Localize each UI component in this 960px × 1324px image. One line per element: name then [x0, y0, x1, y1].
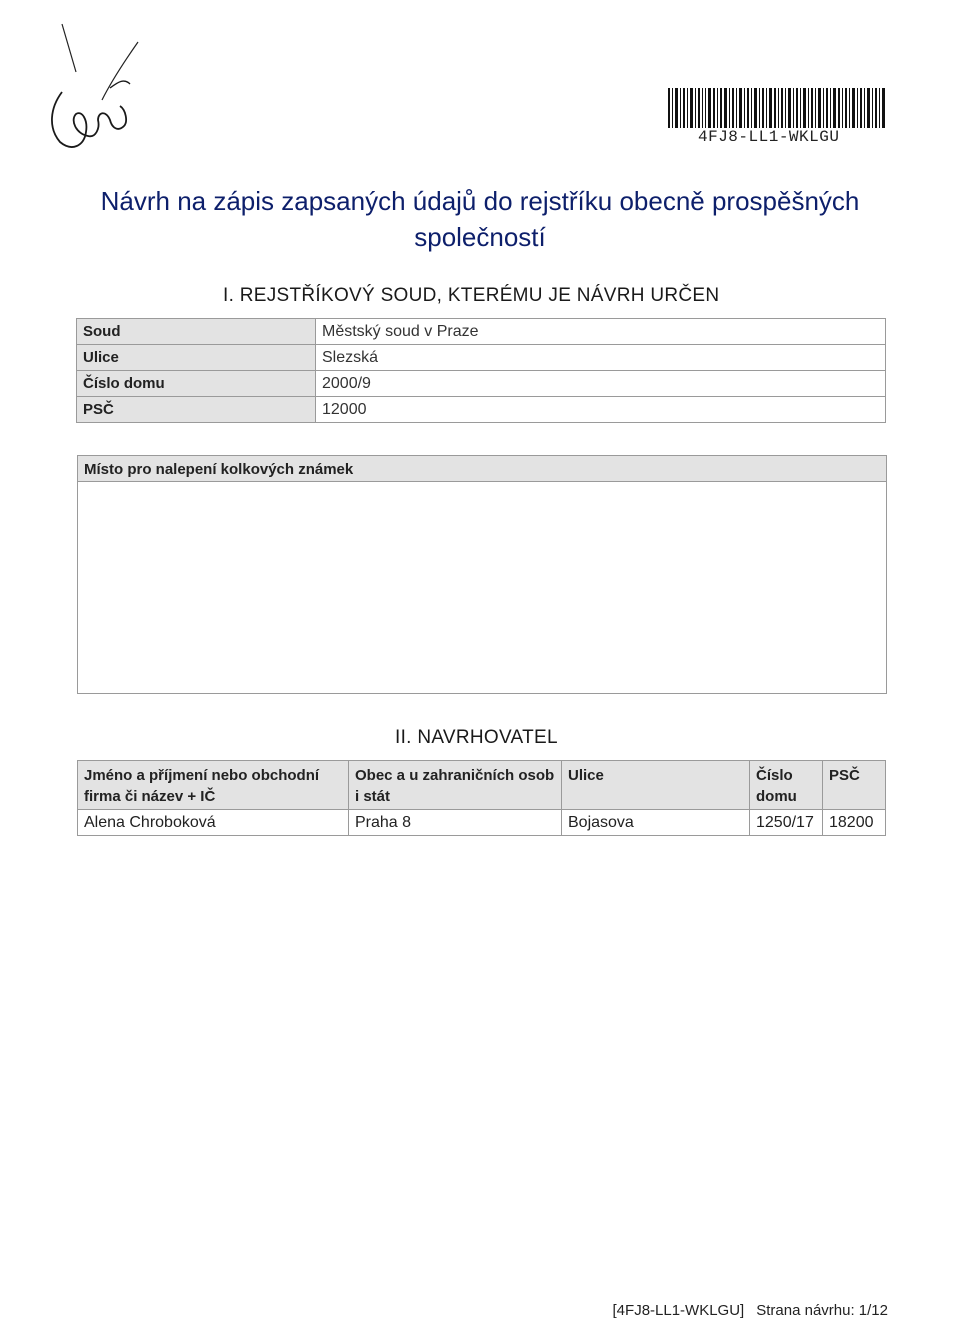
table-row: [77, 319, 886, 345]
table-row: [77, 345, 886, 371]
footer-reference: [4FJ8-LL1-WKLGU]: [612, 1302, 745, 1319]
postal-code-label: PSČ: [77, 397, 316, 423]
barcode-bars: [668, 88, 886, 128]
stamp-area: [77, 455, 887, 694]
applicant-name: Alena Chroboková: [78, 810, 349, 836]
column-header-name: Jméno a příjmení nebo obchodní firma či název + IČ: [78, 761, 349, 810]
page-footer: [613, 1302, 888, 1319]
postal-code-value: 12000: [316, 397, 886, 423]
table-row: [78, 810, 886, 836]
court-label: Soud: [77, 319, 316, 345]
column-header-street: Ulice: [562, 761, 750, 810]
barcode-number: 4FJ8-LL1-WKLGU: [698, 128, 840, 146]
barcode: [668, 88, 888, 146]
house-number-value: 2000/9: [316, 371, 886, 397]
table-row: [77, 397, 886, 423]
document-title: Návrh na zápis zapsaných údajů do rejstříku obecně prospěšných společností: [100, 186, 860, 252]
court-table: [76, 318, 886, 423]
applicant-house-number: 1250/17: [750, 810, 823, 836]
section-applicant-heading: II. NAVRHOVATEL: [395, 727, 558, 748]
applicant-table: [77, 760, 886, 836]
footer-page-number: Strana návrhu: 1/12: [756, 1302, 888, 1319]
column-header-house-number: Číslo domu: [750, 761, 823, 810]
applicant-postal-code: 18200: [823, 810, 886, 836]
house-number-label: Číslo domu: [77, 371, 316, 397]
applicant-city: Praha 8: [349, 810, 562, 836]
street-value: Slezská: [316, 345, 886, 371]
handwritten-signature: [40, 10, 150, 160]
applicant-street: Bojasova: [562, 810, 750, 836]
section-court-heading: I. REJSTŘÍKOVÝ SOUD, KTERÉMU JE NÁVRH URČEN: [223, 285, 720, 306]
column-header-city: Obec a u zahraničních osob i stát: [349, 761, 562, 810]
street-label: Ulice: [77, 345, 316, 371]
column-header-postal-code: PSČ: [823, 761, 886, 810]
table-header-row: [78, 761, 886, 810]
stamp-area-label: Místo pro nalepení kolkových známek: [78, 456, 886, 482]
court-value: Městský soud v Praze: [316, 319, 886, 345]
table-row: [77, 371, 886, 397]
